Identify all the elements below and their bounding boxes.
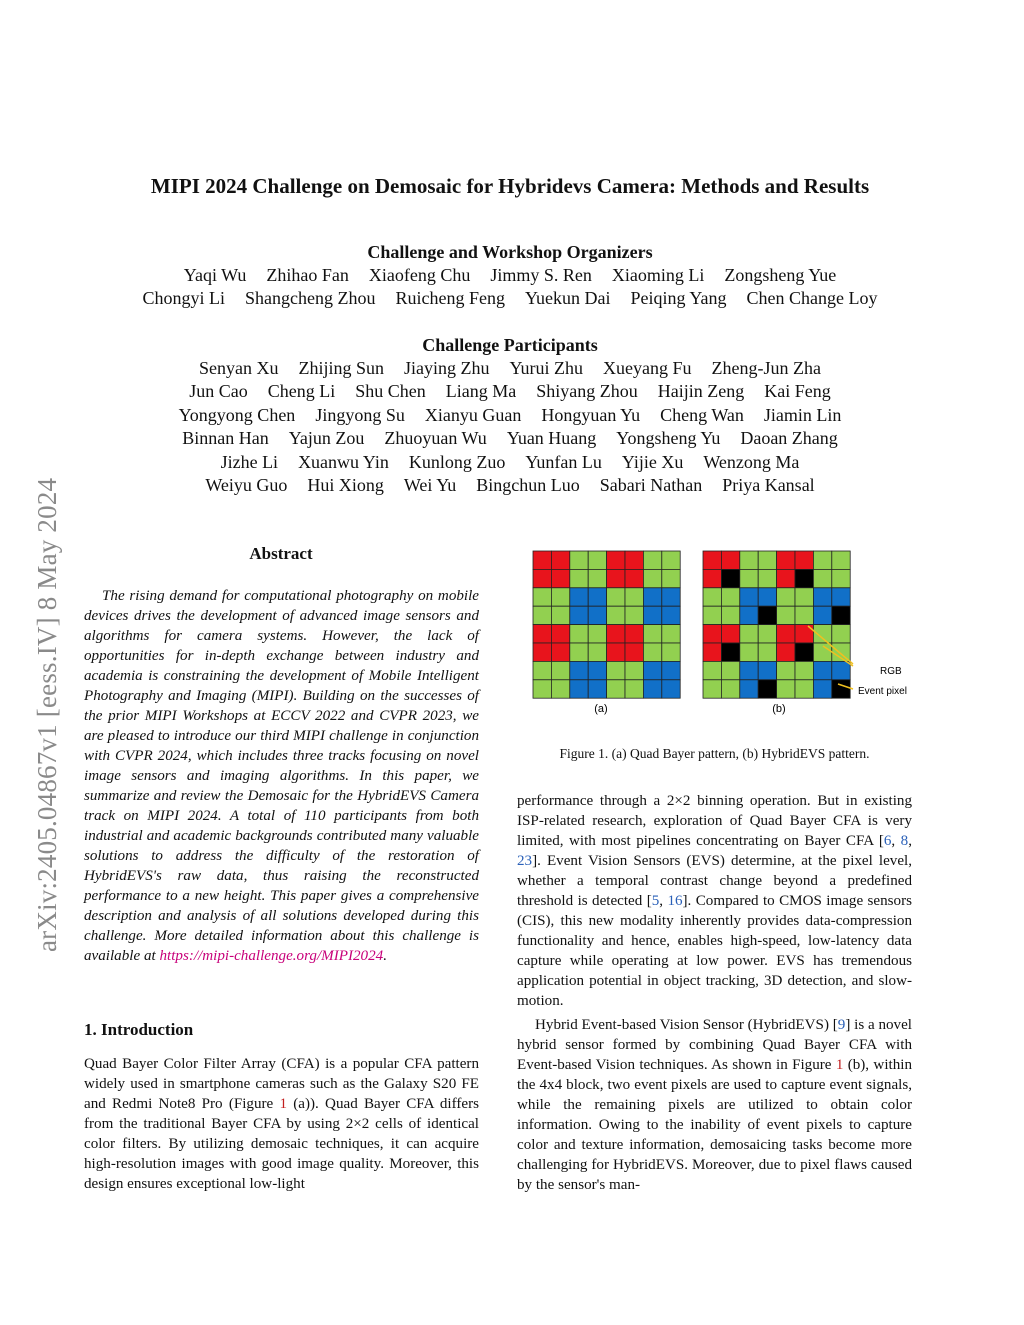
color-pixel-cell [570, 625, 588, 643]
text: performance through a 2×2 binning operation. But in existing ISP-related research, exploration of Quad Bayer CFA is very limited, with most pipelines concentrating on Bayer CFA [ [517, 793, 912, 849]
citation-link[interactable]: 9 [837, 1017, 846, 1033]
author-name: Hui Xiong [307, 474, 384, 495]
color-pixel-cell [777, 551, 795, 569]
author-name: Weiyu Guo [205, 474, 288, 495]
color-pixel-cell [721, 588, 739, 606]
color-pixel-cell [662, 569, 680, 587]
color-pixel-cell [625, 643, 643, 661]
color-pixel-cell [758, 625, 776, 643]
color-pixel-cell [533, 606, 551, 624]
author-name: Bingchun Luo [476, 474, 580, 495]
color-pixel-cell [607, 661, 625, 679]
author-name: Shiyang Zhou [536, 381, 638, 402]
organizers-heading: Challenge and Workshop Organizers [367, 242, 653, 262]
author-name: Shangcheng Zhou [245, 288, 376, 309]
color-pixel-cell [551, 551, 569, 569]
color-pixel-cell [777, 680, 795, 698]
author-name: Hongyuan Yu [541, 404, 641, 425]
event-pixel-cell [832, 680, 850, 698]
color-pixel-cell [643, 643, 661, 661]
abstract-end: . [383, 948, 387, 964]
event-pixel-cell [795, 643, 813, 661]
color-pixel-cell [607, 569, 625, 587]
abstract-title: Abstract [249, 544, 313, 563]
color-pixel-cell [607, 588, 625, 606]
color-pixel-cell [625, 551, 643, 569]
color-pixel-cell [643, 551, 661, 569]
author-name: Wenzong Ma [703, 451, 800, 472]
author-row [60, 474, 960, 497]
color-pixel-cell [662, 680, 680, 698]
color-pixel-cell [533, 551, 551, 569]
color-pixel-cell [703, 680, 721, 698]
color-pixel-cell [643, 680, 661, 698]
color-pixel-cell [570, 643, 588, 661]
color-pixel-cell [662, 661, 680, 679]
organizers-list [60, 264, 960, 311]
color-pixel-cell [813, 643, 831, 661]
color-pixel-cell [703, 606, 721, 624]
color-pixel-cell [625, 588, 643, 606]
color-pixel-cell [703, 588, 721, 606]
color-pixel-cell [588, 588, 606, 606]
author-name: Zongsheng Yue [724, 265, 837, 285]
author-name: Jiaying Zhu [404, 358, 490, 378]
event-pixel-label: Event pixel [858, 686, 907, 697]
color-pixel-cell [551, 680, 569, 698]
subfig-b-label: (b) [772, 703, 786, 715]
author-name: Yongyong Chen [178, 404, 296, 425]
rgb-label: RGB [880, 666, 902, 677]
author-name: Cheng Li [267, 381, 336, 402]
abstract-text: The rising demand for computational photography on mobile devices drives the development of advanced image sensors and algorithms for camera systems. However, the lack of opportunities for in-depth exchange between industry and academia is constraining the development of Mobile Intelligent Photography and Imaging (MIPI). Building on the successes of the prior MIPI Workshops at ECCV 2022 and CVPR 2023, we are pleased to introduce our third MIPI challenge in conjunction with CVPR 2024, which includes three tracks focusing on novel image sensors and imaging algorithms. In this paper, we summarize and review the Demosaic for the HybridEVS Camera track on MIPI 2024. A total of 110 participants from both industrial and academic backgrounds contributed many valuable solutions to address the difficulty of the restoration of HybridEVS's raw data, thus raising the reconstructed performance to a new height. This paper gives a comprehensive description and analysis of all solutions developed during this challenge. More detailed information about this challenge is available at [84, 588, 479, 964]
color-pixel-cell [643, 661, 661, 679]
color-pixel-cell [777, 661, 795, 679]
color-pixel-cell [570, 661, 588, 679]
color-pixel-cell [533, 569, 551, 587]
author-name: Peiqing Yang [630, 288, 727, 309]
text: , [891, 833, 901, 849]
author-name: Yijie Xu [621, 451, 684, 472]
quad-bayer-grid [533, 551, 680, 698]
figure-caption: Figure 1. (a) Quad Bayer pattern, (b) HybridEVS pattern. [559, 746, 870, 761]
author-name: Binnan Han [182, 428, 269, 449]
event-pixel-cell [758, 606, 776, 624]
introduction-paragraph [84, 1054, 479, 1194]
intro-text: Quad Bayer Color Filter Array (CFA) is a popular CFA pattern widely used in smartphone cameras such as the Galaxy S20 FE and Redmi Note8 Pro (Figure [84, 1056, 479, 1112]
author-name: Yaqi Wu [183, 265, 247, 285]
author-name: Yunfan Lu [525, 451, 602, 472]
introduction-heading: 1. Introduction [84, 1020, 194, 1039]
abstract-body [84, 586, 479, 966]
color-pixel-cell [662, 606, 680, 624]
color-pixel-cell [721, 680, 739, 698]
color-pixel-cell [813, 569, 831, 587]
author-name: Xiaoming Li [611, 265, 705, 285]
author-name: Jizhe Li [220, 451, 279, 472]
color-pixel-cell [643, 588, 661, 606]
participants-list [60, 357, 960, 497]
hybridevs-grid [703, 551, 850, 698]
color-pixel-cell [551, 643, 569, 661]
color-pixel-cell [643, 606, 661, 624]
color-pixel-cell [740, 551, 758, 569]
color-pixel-cell [832, 661, 850, 679]
citation-link[interactable]: 5 [651, 893, 660, 909]
color-pixel-cell [570, 551, 588, 569]
citation-link[interactable]: 16 [667, 893, 683, 909]
color-pixel-cell [758, 588, 776, 606]
author-name: Daoan Zhang [740, 428, 838, 449]
author-name: Shu Chen [355, 381, 426, 402]
author-name: Yuekun Dai [525, 288, 611, 309]
color-pixel-cell [662, 551, 680, 569]
color-pixel-cell [643, 569, 661, 587]
author-name: Yurui Zhu [509, 358, 584, 378]
right-column-text [517, 791, 912, 1195]
color-pixel-cell [588, 680, 606, 698]
color-pixel-cell [570, 680, 588, 698]
color-pixel-cell [758, 569, 776, 587]
color-pixel-cell [533, 643, 551, 661]
arxiv-watermark [30, 352, 64, 952]
citation-link[interactable]: 23 [517, 853, 533, 869]
author-name: Yongsheng Yu [616, 428, 721, 449]
color-pixel-cell [662, 588, 680, 606]
color-pixel-cell [740, 643, 758, 661]
color-pixel-cell [813, 551, 831, 569]
color-pixel-cell [588, 569, 606, 587]
color-pixel-cell [740, 661, 758, 679]
color-pixel-cell [813, 680, 831, 698]
color-pixel-cell [588, 661, 606, 679]
color-pixel-cell [832, 588, 850, 606]
color-pixel-cell [551, 661, 569, 679]
citation-link[interactable]: 8 [900, 833, 909, 849]
author-row [60, 287, 960, 310]
author-name: Xiaofeng Chu [368, 265, 471, 285]
author-row [60, 380, 960, 403]
author-name: Xueyang Fu [603, 358, 692, 378]
figure-1 [520, 546, 920, 746]
color-pixel-cell [533, 588, 551, 606]
color-pixel-cell [607, 551, 625, 569]
author-name: Xuanwu Yin [298, 451, 389, 472]
event-pixel-cell [721, 569, 739, 587]
color-pixel-cell [551, 588, 569, 606]
color-pixel-cell [570, 569, 588, 587]
text: , [908, 833, 912, 849]
author-name: Zhuoyuan Wu [384, 428, 487, 449]
color-pixel-cell [703, 661, 721, 679]
color-pixel-cell [607, 643, 625, 661]
author-name: Jingyong Su [315, 404, 405, 425]
color-pixel-cell [570, 606, 588, 624]
color-pixel-cell [795, 661, 813, 679]
color-pixel-cell [758, 643, 776, 661]
color-pixel-cell [551, 606, 569, 624]
author-name: Priya Kansal [722, 474, 815, 495]
author-name: Jimmy S. Ren [490, 265, 592, 285]
color-pixel-cell [662, 643, 680, 661]
subfig-a-label: (a) [594, 703, 608, 715]
author-name: Jun Cao [189, 381, 248, 402]
event-pixel-cell [758, 680, 776, 698]
color-pixel-cell [533, 625, 551, 643]
color-pixel-cell [551, 625, 569, 643]
event-pixel-cell [795, 569, 813, 587]
arxiv-identifier: arXiv:2405.04867v1 [eess.IV] 8 May 2024 [32, 477, 62, 952]
color-pixel-cell [703, 625, 721, 643]
color-pixel-cell [625, 680, 643, 698]
color-pixel-cell [813, 606, 831, 624]
color-pixel-cell [795, 588, 813, 606]
color-pixel-cell [832, 569, 850, 587]
figure-ref-link[interactable]: 1 [835, 1057, 844, 1073]
color-pixel-cell [740, 680, 758, 698]
color-pixel-cell [795, 551, 813, 569]
author-name: Xianyu Guan [424, 404, 522, 425]
color-pixel-cell [625, 625, 643, 643]
color-pixel-cell [777, 569, 795, 587]
color-pixel-cell [570, 588, 588, 606]
author-name: Ruicheng Feng [395, 288, 505, 309]
color-pixel-cell [588, 625, 606, 643]
color-pixel-cell [777, 606, 795, 624]
author-name: Zhijing Sun [298, 358, 385, 378]
author-name: Cheng Wan [660, 404, 744, 425]
color-pixel-cell [533, 661, 551, 679]
event-pixel-cell [721, 643, 739, 661]
color-pixel-cell [721, 551, 739, 569]
text: (b), within the 4x4 block, two event pixels are used to capture event signals, while the remaining pixels are utilized to obtain color information. Owing to the inability of event pixels to capture color and texture information, demosaicing tasks become more challenging for HybridEVS. Moreover, due to pixel flaws caused by the sensor's man- [517, 1057, 912, 1193]
text: ]. Compared to CMOS image sensors (CIS), this new modality inherently provides data-compression functionality and hence, enables high-speed, low-latency data capture while operating at low power. EVS has tremendous application potential in object tracking, 3D detection, and slow-motion. [517, 893, 912, 1009]
color-pixel-cell [758, 661, 776, 679]
color-pixel-cell [813, 588, 831, 606]
author-name: Wei Yu [403, 474, 457, 495]
event-pixel-cell [832, 606, 850, 624]
color-pixel-cell [625, 569, 643, 587]
author-row [60, 404, 960, 427]
color-pixel-cell [721, 661, 739, 679]
color-pixel-cell [703, 551, 721, 569]
color-pixel-cell [795, 606, 813, 624]
author-name: Kai Feng [764, 381, 831, 402]
paper-title: MIPI 2024 Challenge on Demosaic for Hybridevs Camera: Methods and Results [150, 174, 870, 198]
author-row [60, 264, 960, 287]
color-pixel-cell [607, 680, 625, 698]
author-name: Zheng-Jun Zha [711, 358, 821, 378]
color-pixel-cell [607, 625, 625, 643]
color-pixel-cell [740, 569, 758, 587]
text: , [659, 893, 668, 909]
text: ] is a novel hybrid sensor formed by combining Quad Bayer CFA with Event-based Vision techniques. As shown in Figure [517, 1017, 912, 1073]
paragraph [517, 791, 912, 1011]
author-row [60, 357, 960, 380]
author-name: Chongyi Li [142, 288, 226, 309]
author-row [60, 427, 960, 450]
color-pixel-cell [721, 606, 739, 624]
author-name: Liang Ma [445, 381, 517, 402]
color-pixel-cell [625, 606, 643, 624]
color-pixel-cell [607, 606, 625, 624]
color-pixel-cell [551, 569, 569, 587]
color-pixel-cell [832, 551, 850, 569]
color-pixel-cell [588, 606, 606, 624]
text: Hybrid Event-based Vision Sensor (HybridEVS) [ [535, 1017, 838, 1033]
color-pixel-cell [740, 588, 758, 606]
color-pixel-cell [758, 551, 776, 569]
color-pixel-cell [588, 551, 606, 569]
author-name: Yajun Zou [288, 428, 365, 449]
author-row [60, 451, 960, 474]
color-pixel-cell [777, 588, 795, 606]
color-pixel-cell [662, 625, 680, 643]
color-pixel-cell [740, 606, 758, 624]
color-pixel-cell [533, 680, 551, 698]
color-pixel-cell [832, 625, 850, 643]
color-pixel-cell [625, 661, 643, 679]
participants-heading: Challenge Participants [422, 335, 598, 355]
author-name: Yuan Huang [506, 428, 597, 449]
author-name: Zhihao Fan [266, 265, 349, 285]
color-pixel-cell [795, 680, 813, 698]
color-pixel-cell [703, 643, 721, 661]
intro-text: (a)). Quad Bayer CFA differs from the traditional Bayer CFA by using 2×2 cells of identical color filters. By utilizing demosaic techniques, it can acquire high-resolution images with good image quality. Moreover, this design ensures exceptional low-light [84, 1096, 479, 1192]
author-name: Chen Change Loy [746, 288, 878, 309]
author-name: Senyan Xu [199, 358, 279, 378]
color-pixel-cell [813, 661, 831, 679]
figure-ref-link[interactable]: 1 [279, 1096, 288, 1112]
color-pixel-cell [721, 625, 739, 643]
color-pixel-cell [740, 625, 758, 643]
author-name: Sabari Nathan [599, 474, 703, 495]
cfa-pattern-figure [520, 546, 920, 746]
paragraph [517, 1015, 912, 1195]
color-pixel-cell [703, 569, 721, 587]
author-name: Haijin Zeng [657, 381, 745, 402]
text: ]. Event Vision Sensors (EVS) determine, at the pixel level, whether a temporal contrast change beyond a predefined threshold is detected [ [517, 853, 912, 909]
author-name: Kunlong Zuo [408, 451, 506, 472]
author-name: Jiamin Lin [763, 404, 842, 425]
color-pixel-cell [777, 625, 795, 643]
color-pixel-cell [588, 643, 606, 661]
color-pixel-cell [777, 643, 795, 661]
challenge-link[interactable]: https://mipi-challenge.org/MIPI2024 [159, 948, 384, 964]
citation-link[interactable]: 6 [883, 833, 892, 849]
color-pixel-cell [643, 625, 661, 643]
